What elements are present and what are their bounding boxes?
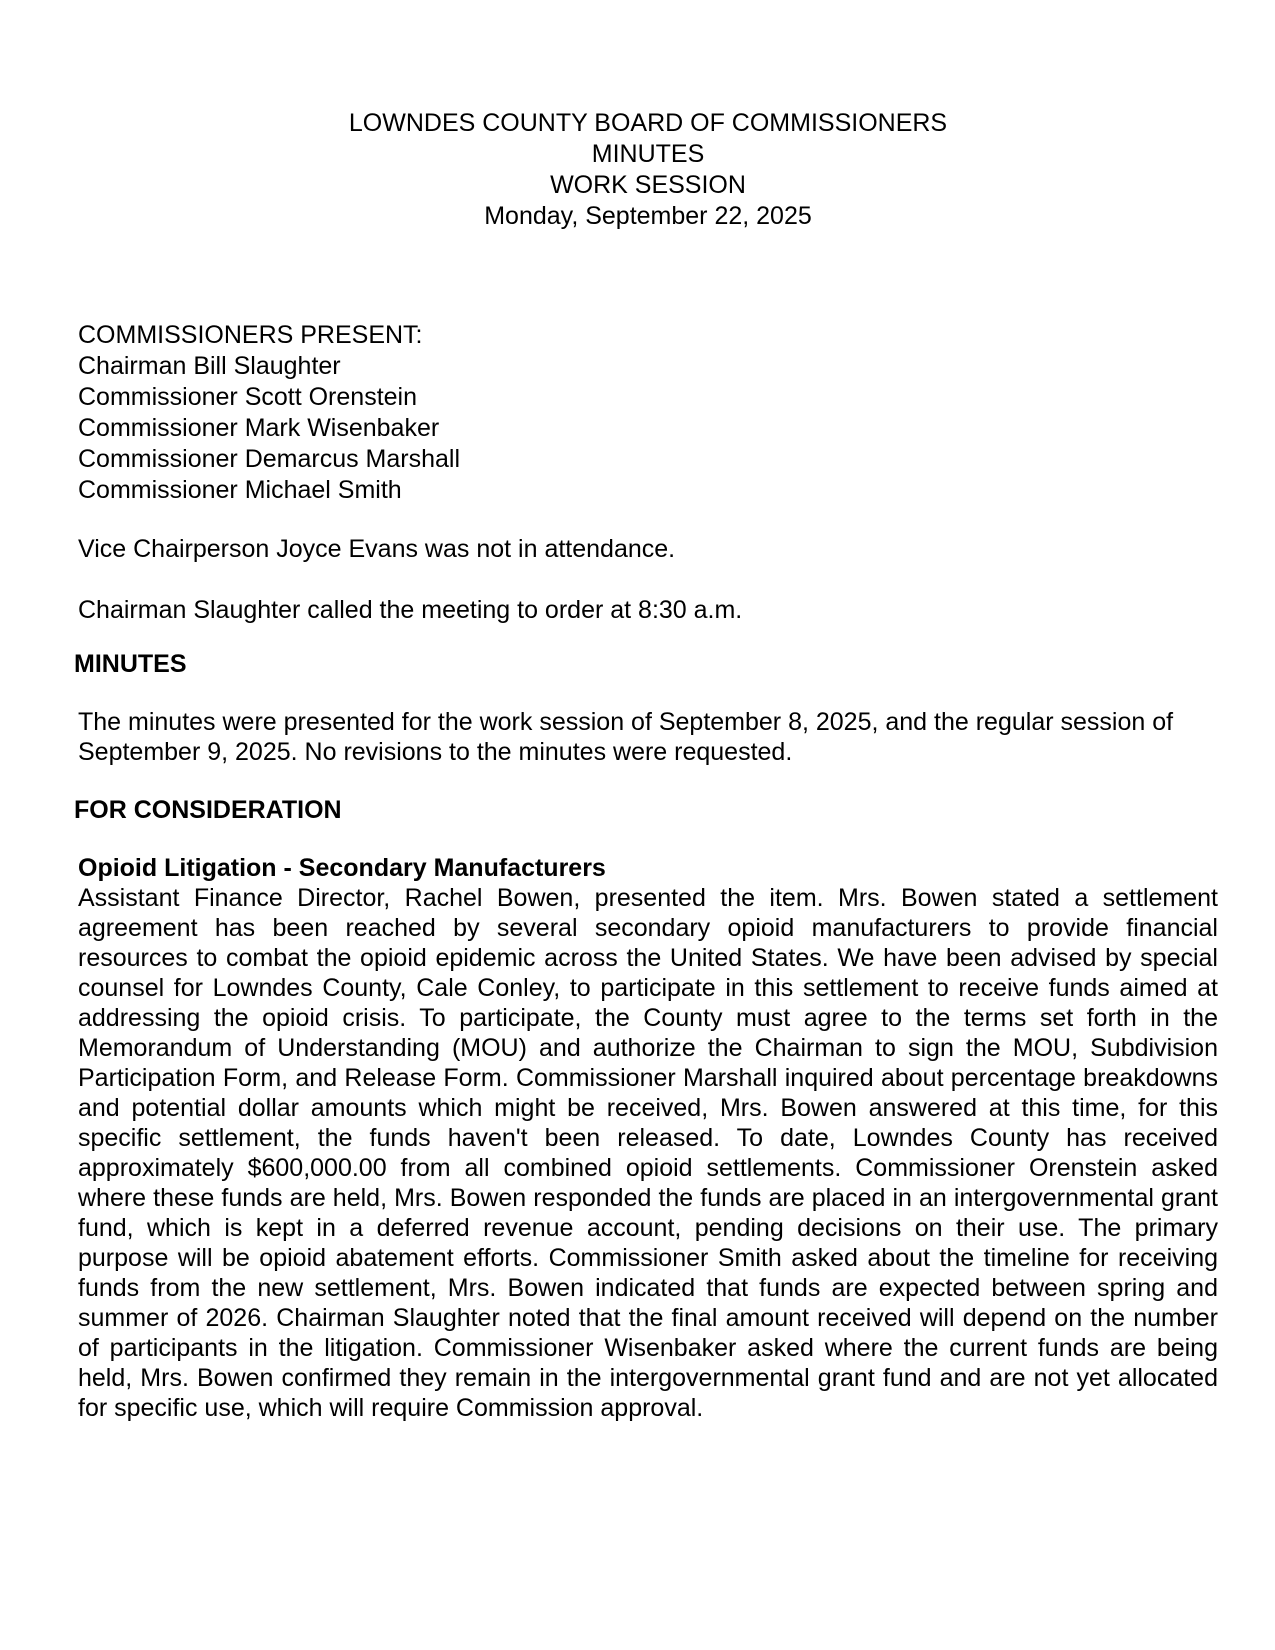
consideration-item-title: Opioid Litigation - Secondary Manufacturers [78,854,606,882]
document-title-block [78,108,1218,232]
commissioners-present-label: COMMISSIONERS PRESENT: [78,321,423,349]
commissioner-name: Chairman Bill Slaughter [78,352,341,380]
title-line-org: LOWNDES COUNTY BOARD OF COMMISSIONERS [348,109,948,137]
consideration-item [78,853,1218,1423]
absent-note: Vice Chairperson Joyce Evans was not in attendance. [78,535,676,563]
consideration-item-body: Assistant Finance Director, Rachel Bowen, presented the item. Mrs. Bowen stated a settlement agreement has been reached by several secondary opioid manufacturers to provide financial resources to combat the opioid epidemic across the United States. We have been advised by special counsel for Lowndes County, Cale Conley, to participate in this settlement to receive funds aimed at addressing the opioid crisis. To participate, the County must agree to the terms set forth in the Memorandum of Understanding (MOU) and authorize the Chairman to sign the MOU, Subdivision Participation Form, and Release Form. Commissioner Marshall inquired about percentage breakdowns and potential dollar amounts which might be received, Mrs. Bowen answered at this time, for this specific settlement, the funds haven't been released. To date, Lowndes County has received approximately $600,000.00 from all combined opioid settlements. Commissioner Orenstein asked where these funds are held, Mrs. Bowen responded the funds are placed in an intergovernmental grant fund, which is kept in a deferred revenue account, pending decisions on their use. The primary purpose will be opioid abatement efforts. Commissioner Smith asked about the timeline for receiving funds from the new settlement, Mrs. Bowen indicated that funds are expected between spring and summer of 2026. Chairman Slaughter noted that the final amount received will depend on the number of participants in the litigation. Commissioner Wisenbaker asked where the current funds are being held, Mrs. Bowen confirmed they remain in the intergovernmental grant fund and are not yet allocated for specific use, which will require Commission approval. [78,884,1218,1422]
minutes-section-heading: MINUTES [74,650,187,678]
commissioner-name: Commissioner Michael Smith [78,476,402,504]
title-line-session: WORK SESSION [550,171,746,199]
commissioners-present-block [78,320,1218,506]
for-consideration-heading: FOR CONSIDERATION [74,796,342,824]
commissioner-name: Commissioner Scott Orenstein [78,383,418,411]
commissioner-name: Commissioner Mark Wisenbaker [78,414,440,442]
title-line-date: Monday, September 22, 2025 [484,202,812,230]
call-to-order-note: Chairman Slaughter called the meeting to order at 8:30 a.m. [78,596,743,624]
title-line-minutes: MINUTES [591,140,705,168]
minutes-section-body: The minutes were presented for the work session of September 8, 2025, and the regular session of September 9, 2025. No revisions to the minutes were requested. [78,708,1174,766]
commissioner-name: Commissioner Demarcus Marshall [78,445,461,473]
